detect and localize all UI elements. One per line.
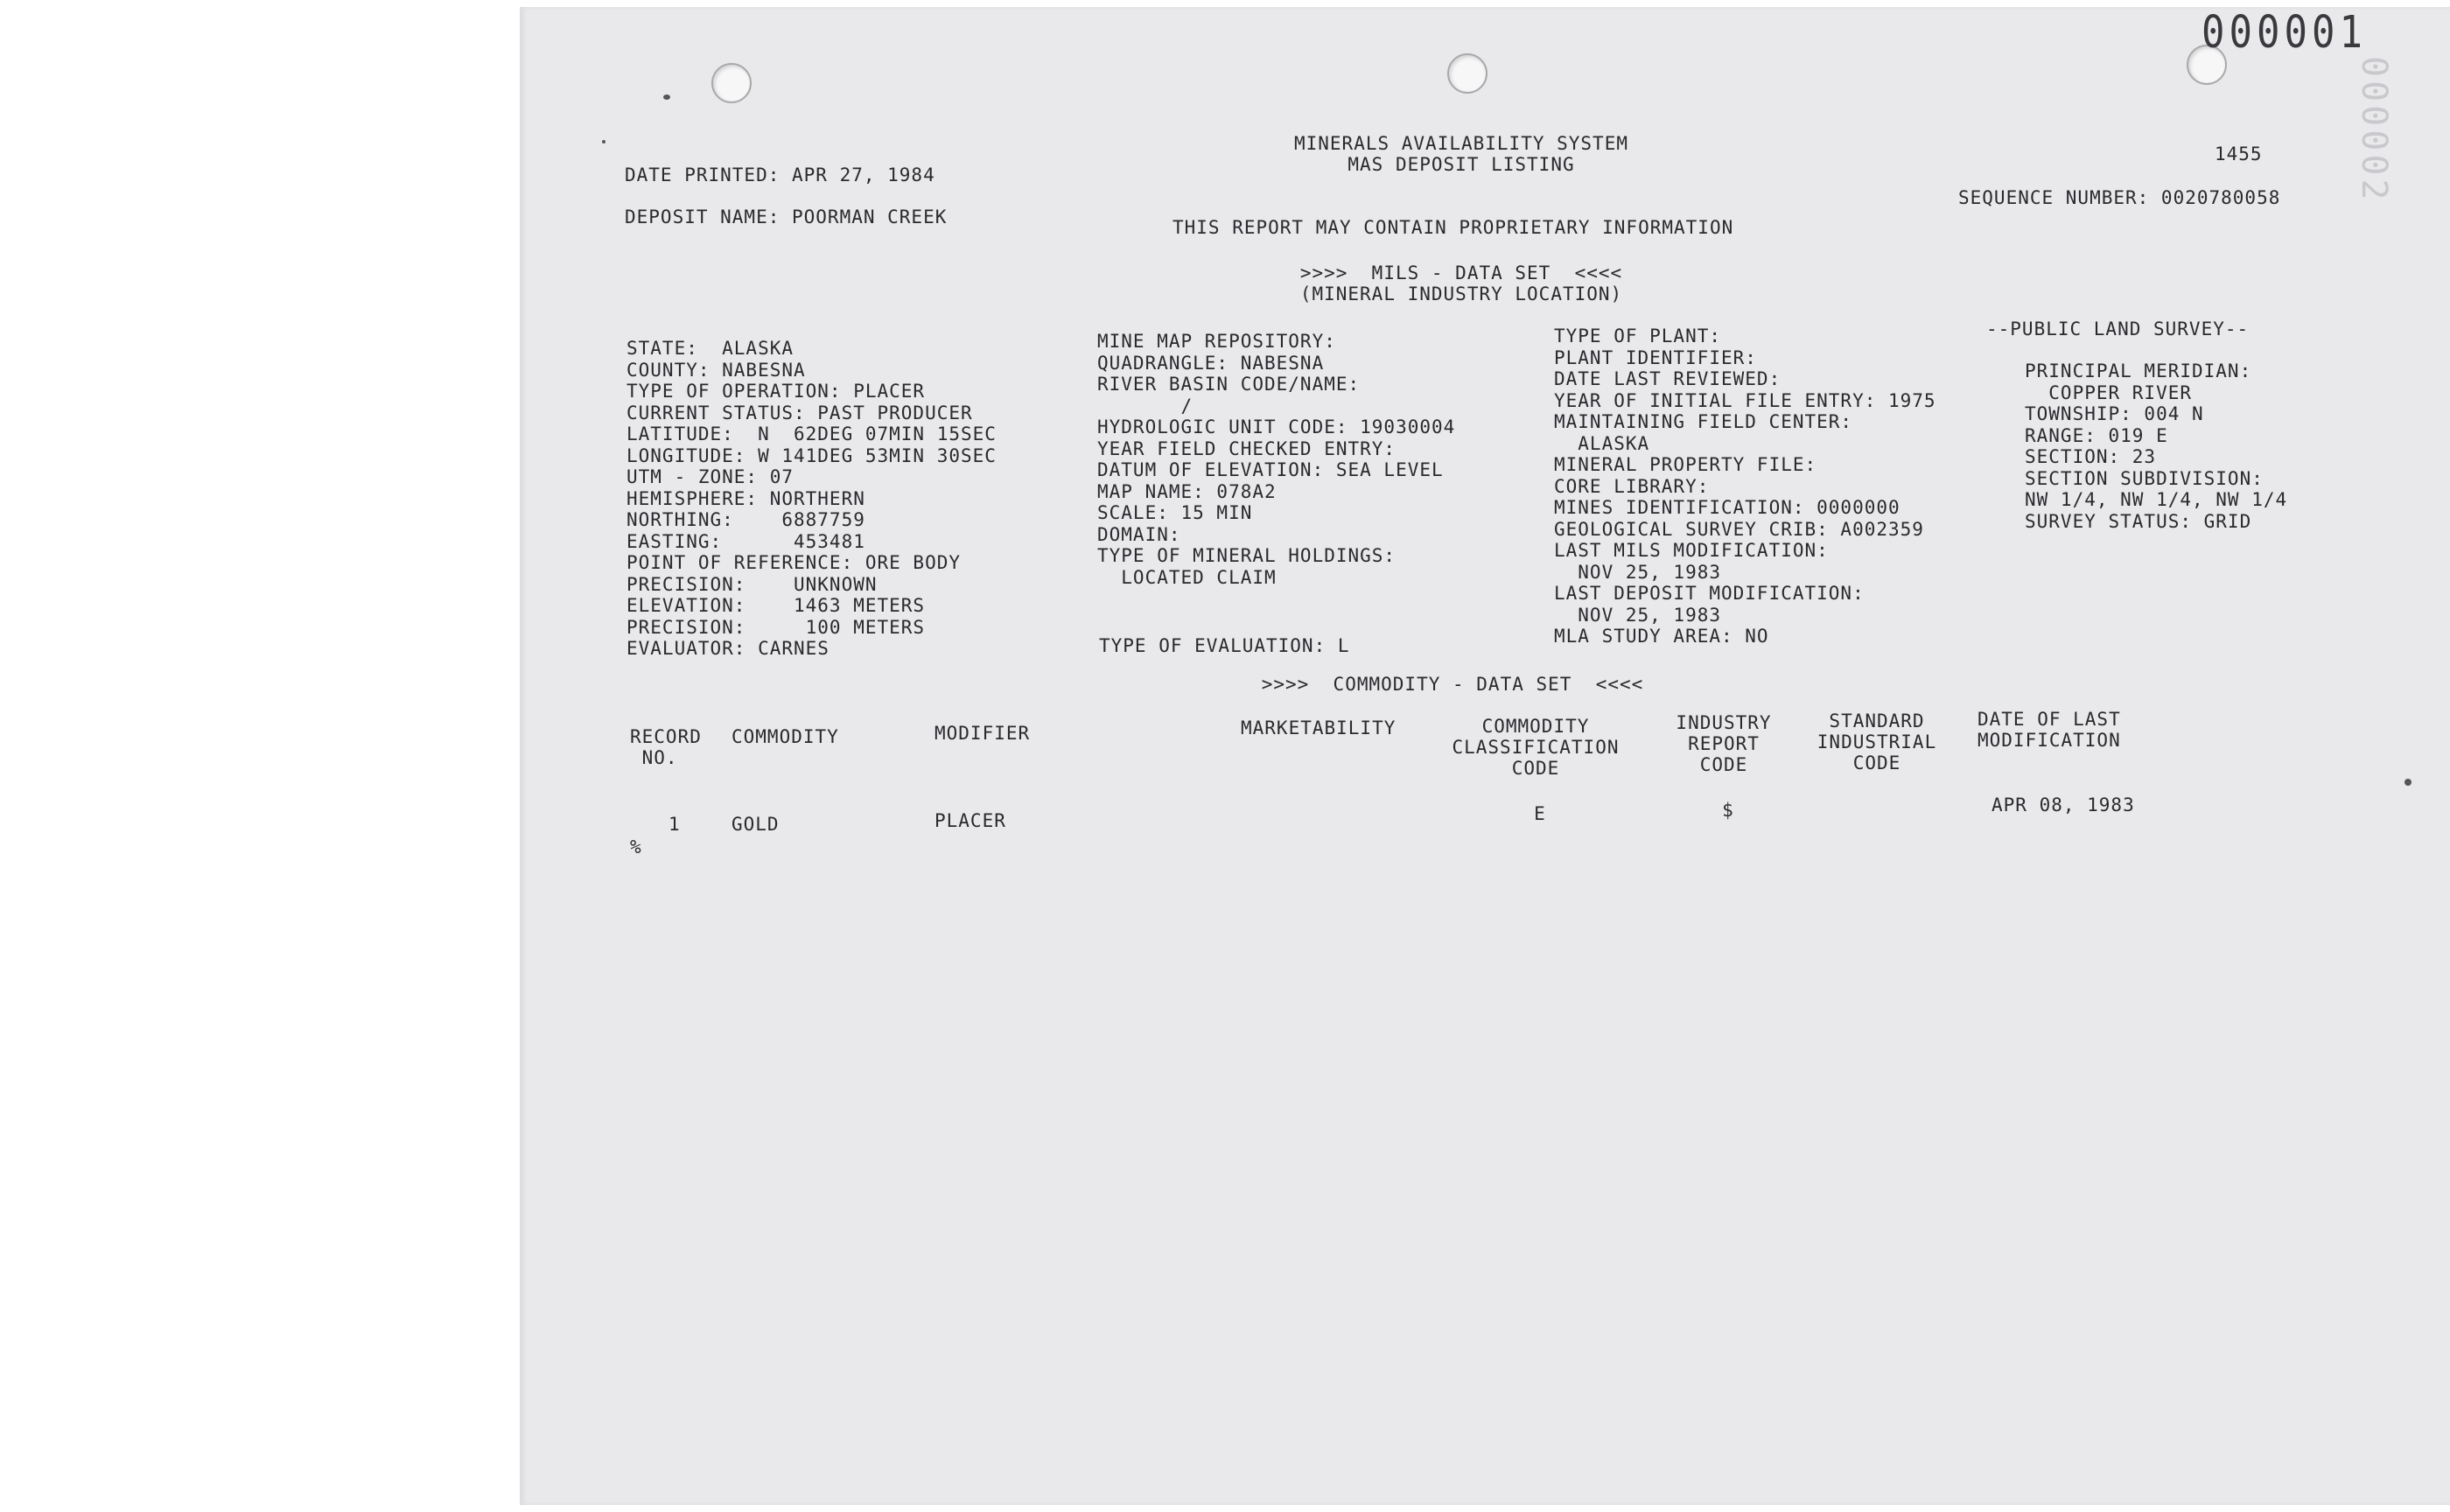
field-mines-identification: MINES IDENTIFICATION: 0000000 (1554, 497, 1900, 518)
field-year-field-checked: YEAR FIELD CHECKED ENTRY: (1097, 438, 1396, 459)
mils-heading: >>>> MILS - DATA SET <<<< (1299, 262, 1623, 284)
field-domain: DOMAIN: (1097, 523, 1181, 545)
row-record-no: 1 (668, 814, 681, 835)
field-map-name: MAP NAME: 078A2 (1097, 480, 1277, 502)
proprietary-notice: THIS REPORT MAY CONTAIN PROPRIETARY INFORMATION (1172, 217, 1734, 238)
field-last-mils-modification-date: NOV 25, 1983 (1554, 561, 1722, 583)
field-section-subdivision: SECTION SUBDIVISION: (2025, 467, 2264, 489)
field-evaluator: EVALUATOR: CARNES (626, 638, 830, 659)
field-mineral-holdings: TYPE OF MINERAL HOLDINGS: (1097, 545, 1396, 566)
field-easting: EASTING: 453481 (626, 530, 865, 552)
deposit-name: DEPOSIT NAME: POORMAN CREEK (625, 206, 948, 228)
punch-hole (1447, 53, 1488, 94)
location-column (626, 338, 997, 660)
field-mineral-property-file: MINERAL PROPERTY FILE: (1554, 454, 1817, 475)
page-stamp-number: 000001 (2202, 7, 2367, 59)
field-mine-map-repository: MINE MAP REPOSITORY: (1097, 331, 1336, 352)
field-elevation-precision: PRECISION: 100 METERS (626, 616, 926, 638)
listing-title: MAS DEPOSIT LISTING (1348, 154, 1575, 175)
field-hemisphere: HEMISPHERE: NORTHERN (626, 487, 865, 509)
field-date-last-reviewed: DATE LAST REVIEWED: (1554, 368, 1782, 389)
field-river-basin-value: / (1097, 395, 1194, 416)
field-principal-meridian: PRINCIPAL MERIDIAN: (2025, 360, 2252, 382)
punch-hole (711, 63, 752, 103)
field-precision: PRECISION: UNKNOWN (626, 573, 878, 595)
field-section-subdivision-value: NW 1/4, NW 1/4, NW 1/4 (2025, 489, 2288, 510)
field-current-status: CURRENT STATUS: PAST PRODUCER (626, 402, 973, 424)
system-title: MINERALS AVAILABILITY SYSTEM (1293, 133, 1628, 154)
field-plant-identifier: PLANT IDENTIFIER: (1554, 346, 1757, 368)
plss-column (2025, 360, 2287, 532)
header-commodity: COMMODITY (732, 726, 839, 747)
field-river-basin: RIVER BASIN CODE/NAME: (1097, 374, 1361, 395)
field-elevation: ELEVATION: 1463 METERS (626, 595, 926, 616)
field-northing: NORTHING: 6887759 (626, 509, 865, 530)
row-date-of-last-modification: APR 08, 1983 (1992, 794, 2135, 816)
field-state: STATE: ALASKA (626, 338, 794, 359)
field-type-of-plant: TYPE OF PLANT: (1554, 326, 1722, 346)
field-maintaining-center-value: ALASKA (1554, 432, 1650, 454)
field-last-mils-modification: LAST MILS MODIFICATION: (1554, 540, 1829, 561)
field-range: RANGE: 019 E (2025, 424, 2168, 446)
header-classification-code: COMMODITY CLASSIFICATION CODE (1452, 716, 1620, 779)
sequence-number: SEQUENCE NUMBER: 0020780058 (1958, 187, 2281, 208)
field-quadrangle: QUADRANGLE: NABESNA (1097, 352, 1325, 374)
plss-heading: --PUBLIC LAND SURVEY-- (1986, 318, 2250, 340)
scan-speck (2404, 779, 2412, 786)
field-latitude: LATITUDE: N 62DEG 07MIN 15SEC (626, 424, 997, 444)
header-modifier: MODIFIER (934, 723, 1031, 744)
row-modifier: PLACER (934, 810, 1006, 831)
field-mineral-holdings-value: LOCATED CLAIM (1097, 566, 1277, 588)
field-initial-file-entry: YEAR OF INITIAL FILE ENTRY: 1975 (1554, 389, 1936, 411)
field-section: SECTION: 23 (2025, 446, 2157, 467)
field-township: TOWNSHIP: 004 N (2025, 403, 2204, 424)
row-classification-code: E (1534, 803, 1546, 824)
map-column (1097, 331, 1455, 588)
field-survey-status: SURVEY STATUS: GRID (2025, 510, 2252, 532)
field-datum-of-elevation: DATUM OF ELEVATION: SEA LEVEL (1097, 459, 1444, 480)
field-hydrologic-unit: HYDROLOGIC UNIT CODE: 19030004 (1097, 416, 1456, 438)
header-date-of-last-modification: DATE OF LAST MODIFICATION (1978, 709, 2121, 751)
row-commodity: GOLD (732, 814, 780, 835)
field-county: COUNTY: NABESNA (626, 359, 806, 381)
field-last-deposit-modification: LAST DEPOSIT MODIFICATION: (1554, 583, 1865, 604)
field-longitude: LONGITUDE: W 141DEG 53MIN 30SEC (626, 444, 997, 466)
commodity-heading: >>>> COMMODITY - DATA SET <<<< (1261, 674, 1644, 695)
field-maintaining-center: MAINTAINING FIELD CENTER: (1554, 411, 1853, 432)
row-industry-report-code: $ (1722, 800, 1734, 821)
field-scale: SCALE: 15 MIN (1097, 502, 1253, 523)
field-last-deposit-modification-date: NOV 25, 1983 (1554, 604, 1722, 626)
scan-speck (663, 94, 670, 100)
field-point-of-reference: POINT OF REFERENCE: ORE BODY (626, 552, 962, 573)
side-stamp-number: 000002 (2354, 56, 2394, 204)
field-mla-study-area: MLA STUDY AREA: NO (1554, 626, 1769, 647)
header-marketability: MARKETABILITY (1241, 718, 1396, 738)
admin-column (1554, 326, 1936, 648)
mils-subheading: (MINERAL INDUSTRY LOCATION) (1299, 284, 1623, 304)
trailer-mark: % (630, 836, 642, 858)
field-operation-type: TYPE OF OPERATION: PLACER (626, 381, 926, 402)
scan-speck (602, 140, 606, 144)
page-number: 1455 (2215, 144, 2263, 164)
field-utm-zone: UTM - ZONE: 07 (626, 466, 794, 487)
header-record-no: RECORD NO. (630, 726, 702, 768)
date-printed: DATE PRINTED: APR 27, 1984 (625, 164, 935, 186)
field-type-of-evaluation: TYPE OF EVALUATION: L (1099, 635, 1350, 656)
header-standard-industrial-code: STANDARD INDUSTRIAL CODE (1816, 710, 1937, 774)
field-geological-survey-crib: GEOLOGICAL SURVEY CRIB: A002359 (1554, 518, 1924, 540)
header-industry-report-code: INDUSTRY REPORT CODE (1676, 712, 1772, 775)
field-core-library: CORE LIBRARY: (1554, 475, 1710, 497)
field-principal-meridian-value: COPPER RIVER (2025, 382, 2193, 403)
